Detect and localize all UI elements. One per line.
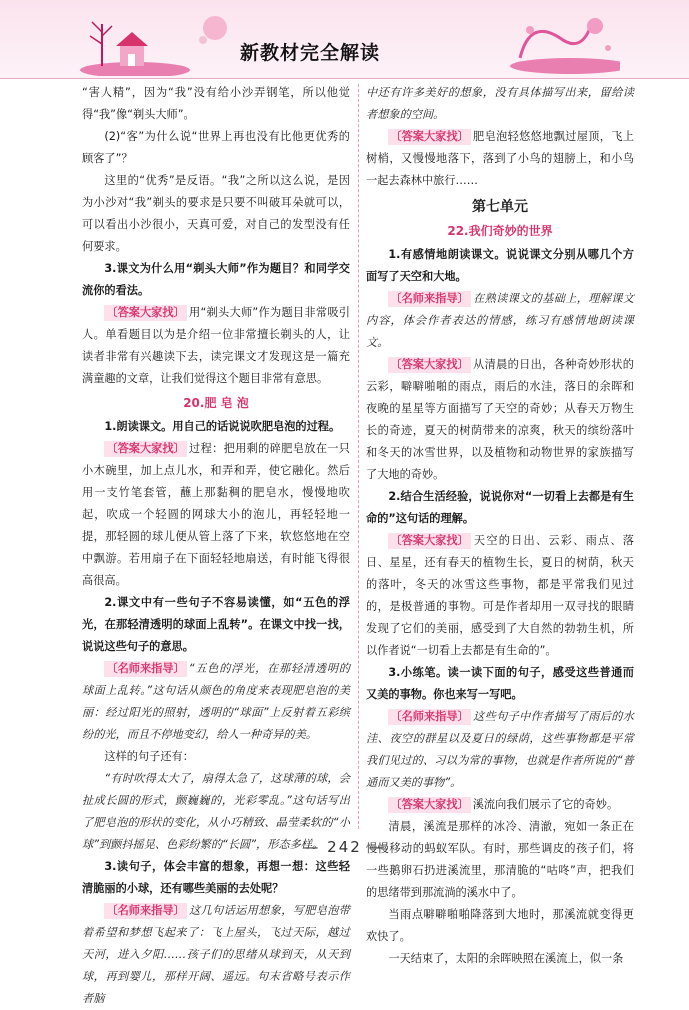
answer-block — [82, 438, 350, 592]
house-tree-decoration-icon — [80, 18, 190, 76]
paragraph: 清晨，溪流是那样的冰冷、清澈，宛如一条正在慢慢移动的蚂蚁军队。有时，那些调皮的孩子们，将一些鹅卵石扔进溪流里，那清脆的“咕咚”声，把我们的思绪带到那流淌的溪水中了。 — [366, 820, 634, 899]
right-column — [366, 82, 634, 970]
answer-block — [82, 302, 350, 390]
paragraph: 一天结束了，太阳的余晖映照在溪流上，似一条 — [388, 952, 624, 965]
paragraph: “有时吹得太大了，扇得太急了，这球薄的球，会扯成长圆的形式，颤巍巍的，光彩零乱。”这句话写出了肥皂泡的形状的变化，从小巧精致、晶莹柔软的“小球”到颤抖摇晃、色彩纷繁的“长圆”，形态多样。 — [82, 772, 350, 851]
paragraph: 当雨点噼噼啪啪降落到大地时，那溪流就变得更欢快了。 — [366, 908, 634, 943]
teacher-block — [366, 706, 634, 794]
question-2: 2.课文中有一些句子不容易读懂，如“五色的浮光，在那轻清透明的球面上乱转”。在课文中找一找，说说这些句子的意思。 — [82, 596, 350, 653]
paragraph: “害人精”，因为“我”没有给小沙弄钢笔，所以他觉得“我”像“剃头大师”。 — [82, 86, 350, 121]
teacher-text: 在熟读课文的基础上，理解课文内容，体会作者表达的情感，练习有感情地朗读课文。 — [366, 292, 634, 349]
unit-title: 第七单元 — [472, 199, 528, 215]
answer-text: 溪流向我们展示了它的奇妙。 — [472, 798, 619, 811]
answer-tag: 〔答案大家找〕 — [106, 442, 185, 455]
question-1: 1.朗读课文。用自己的话说说吹肥皂泡的过程。 — [104, 420, 341, 433]
answer-tag: 〔答案大家找〕 — [390, 358, 469, 371]
sun-bubbles-decoration-icon — [195, 8, 235, 48]
answer-block — [366, 354, 634, 486]
teacher-tag: 〔名师来指导〕 — [390, 292, 469, 305]
question-1: 1.有感情地朗读课文。说说课文分别从哪几个方面写了天空和大地。 — [366, 248, 634, 283]
teacher-tag: 〔名师来指导〕 — [106, 904, 185, 917]
answer-text: 从清晨的日出，各种奇妙形状的云彩，噼噼啪啪的雨点，雨后的水洼，落日的余晖和夜晚的星星等方面描写了天空的奇妙；从春天万物生长的奇迹，夏天的树荫带来的凉爽，秋天的缤纷落叶和冬天的冰雪世界，以及植物和动物世界的家族描写了大地的奇妙。 — [366, 358, 634, 481]
column-divider — [358, 84, 359, 829]
lesson-title: 20.肥 皂 泡 — [183, 396, 249, 410]
teacher-block — [82, 900, 350, 1010]
answer-tag: 〔答案大家找〕 — [390, 130, 469, 143]
answer-text: 天空的日出、云彩、雨点、落日、星星，还有春天的植物生长，夏日的树荫，秋天的落叶，冬天的冰雪这些事物，都是平常我们见过的，是极普通的事物。可是作者却用一双寻找的眼睛发现了它们的美丽，感受到了大自然的勃勃生机，所以作者说“一切看上去都是有生命的”。 — [366, 534, 634, 657]
page-header — [0, 0, 689, 79]
question-2: 2.结合生活经验，说说你对“一切看上去都是有生命的”这句话的理解。 — [366, 490, 634, 525]
book-title: 新教材完全解读 — [240, 42, 381, 64]
question-3: 3.课文为什么用“剃头大师”作为题目？和同学交流你的看法。 — [82, 262, 350, 297]
paragraph: 中还有许多美好的想象，没有具体描写出来，留给读者想象的空间。 — [366, 86, 634, 121]
left-column — [82, 82, 350, 1010]
answer-block — [366, 126, 634, 192]
answer-block — [366, 794, 634, 816]
paragraph: 这样的句子还有： — [104, 750, 194, 763]
swirl-flower-decoration-icon — [500, 8, 620, 74]
paragraph: (2)“客”为什么说“世界上再也没有比他更优秀的顾客了”？ — [82, 130, 350, 165]
teacher-block — [82, 658, 350, 746]
teacher-text: 这几句话运用想象，写肥皂泡带着希望和梦想飞起来了：飞上屋头，飞过天际，越过天河，进入夕阳……孩子们的思绪从球到天，从天到球，再到婴儿，那样开阔、遥远。句末省略号表示作者脑 — [82, 904, 350, 1005]
answer-tag: 〔答案大家找〕 — [390, 798, 469, 811]
page-number: — 242 — — [303, 838, 386, 856]
paragraph: 这里的“优秀”是反语。“我”之所以这么说，是因为小沙对“我”剃头的要求是只要不叫破耳朵就可以，可以看出小沙很小，天真可爱，对自己的发型没有任何要求。 — [82, 174, 350, 253]
question-3: 3.读句子，体会丰富的想象，再想一想：这些轻清脆丽的小球，还有哪些美丽的去处呢？ — [82, 860, 350, 895]
answer-text: 过程：把用剩的碎肥皂放在一只小木碗里，加上点儿水，和弄和弄，使它融化。然后用一支竹笔套管，蘸上那黏稠的肥皂水，慢慢地吹起，吹成一个轻圆的网球大小的泡儿，再轻轻地一提，那轻圆的球儿便从管上落了下来，软悠悠地在空中飘游。若用扇子在下面轻轻地扇送，有时能飞得很高很高。 — [82, 442, 350, 587]
answer-text: 肥皂泡轻悠悠地飘过屋顶，飞上树梢，又慢慢地落下，落到了小鸟的翅膀上，和小鸟一起去森林中旅行…… — [366, 130, 634, 187]
teacher-tag: 〔名师来指导〕 — [390, 710, 469, 723]
teacher-text: 这些句子中作者描写了雨后的水洼、夜空的群星以及夏日的绿荫，这些事物都是平常我们见过的、习以为常的事物，也就是作者所说的“普通而又美的事物”。 — [366, 710, 634, 789]
answer-tag: 〔答案大家找〕 — [106, 306, 185, 319]
answer-block — [366, 530, 634, 662]
question-3: 3.小练笔。读一读下面的句子，感受这些普通而又美的事物。你也来写一写吧。 — [366, 666, 634, 701]
teacher-tag: 〔名师来指导〕 — [106, 662, 185, 675]
answer-text: 用“剃头大师”作为题目非常吸引人。单看题目以为是介绍一位非常擅长剃头的人，让读者非常有兴趣读下去，读完课文才发现这是一篇充满童趣的文章，让我们觉得这个题目非常有意思。 — [82, 306, 350, 385]
teacher-text: “五色的浮光，在那轻清透明的球面上乱转。”这句话从颜色的角度来表现肥皂泡的美丽：经过阳光的照射，透明的“球面”上反射着五彩缤纷的光，而且不停地变幻，给人一种奇异的美。 — [82, 662, 350, 741]
answer-tag: 〔答案大家找〕 — [390, 534, 469, 547]
teacher-block — [366, 288, 634, 354]
lesson-title: 22.我们奇妙的世界 — [447, 224, 553, 238]
